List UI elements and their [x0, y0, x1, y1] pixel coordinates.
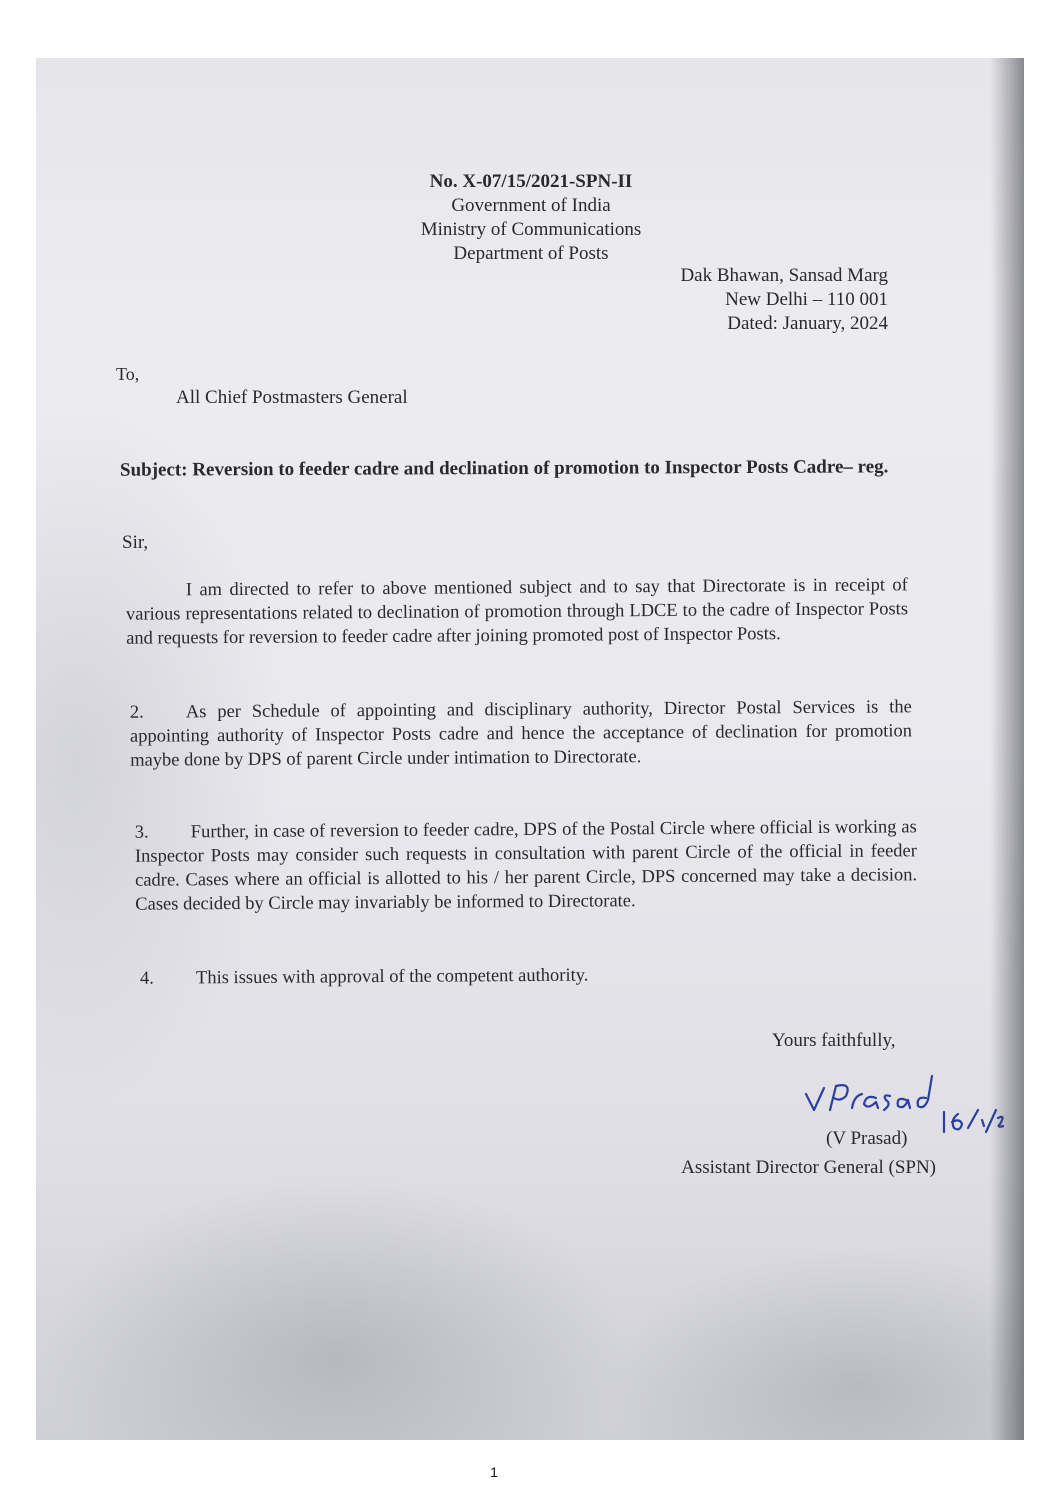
subject-line: Subject: Reversion to feeder cadre and declination of promotion to Inspector Posts Cadre– reg.	[119, 456, 889, 481]
paragraph-4	[140, 961, 922, 990]
address-line-street: Dak Bhawan, Sansad Marg	[680, 265, 888, 286]
paragraph-number: 2.	[129, 702, 144, 723]
paragraph-number: 4.	[139, 968, 154, 989]
addressee: All Chief Postmasters General	[176, 387, 408, 408]
page-number: 1	[490, 1464, 498, 1480]
paragraph-text: As per Schedule of appointing and disciplinary authority, Director Postal Services is the appointing authority of Inspector Posts cadre and hence the acceptance of declination for promotion maybe done by DPS of parent Circle under intimation to Directorate.	[129, 697, 913, 771]
closing: Yours faithfully,	[772, 1030, 896, 1051]
paragraph-3	[135, 815, 918, 916]
signatory-title: Assistant Director General (SPN)	[681, 1157, 936, 1178]
address-line-date: Dated: January, 2024	[727, 313, 888, 334]
signatory-name: (V Prasad)	[826, 1128, 908, 1149]
paragraph-number: 3.	[134, 822, 149, 843]
salutation: Sir,	[122, 532, 149, 553]
issuer-line-department: Department of Posts	[453, 243, 609, 264]
paragraph-2	[130, 695, 912, 772]
paragraph-text: Further, in case of reversion to feeder cadre, DPS of the Postal Circle where official is working as Inspector Posts may consider such requests in consultation with parent Circle of the official in feeder cadre. Cases where an official is allotted to his / her parent Circle, DPS concerned may take a decision. Cases decided by Circle may invariably be informed to Directorate.	[134, 817, 918, 915]
paragraph-text: I am directed to refer to above mentioned subject and to say that Directorate is in receipt of various representations related to declination of promotion through LDCE to the cadre of Inspector Posts and requests for reversion to feeder cadre after joining promoted post of Inspector Posts.	[125, 575, 909, 649]
sender-address	[596, 264, 888, 336]
file-number: No. X-07/15/2021-SPN-II	[429, 171, 633, 192]
issuer-line-government: Government of India	[451, 195, 611, 216]
to-label: To,	[116, 364, 140, 384]
paragraph-1	[126, 573, 908, 650]
letter-photo	[36, 58, 1024, 1440]
address-line-city: New Delhi – 110 001	[725, 289, 888, 310]
issuer-line-ministry: Ministry of Communications	[420, 219, 642, 240]
paragraph-text: This issues with approval of the competent authority.	[195, 965, 589, 989]
letter-header	[366, 170, 696, 266]
